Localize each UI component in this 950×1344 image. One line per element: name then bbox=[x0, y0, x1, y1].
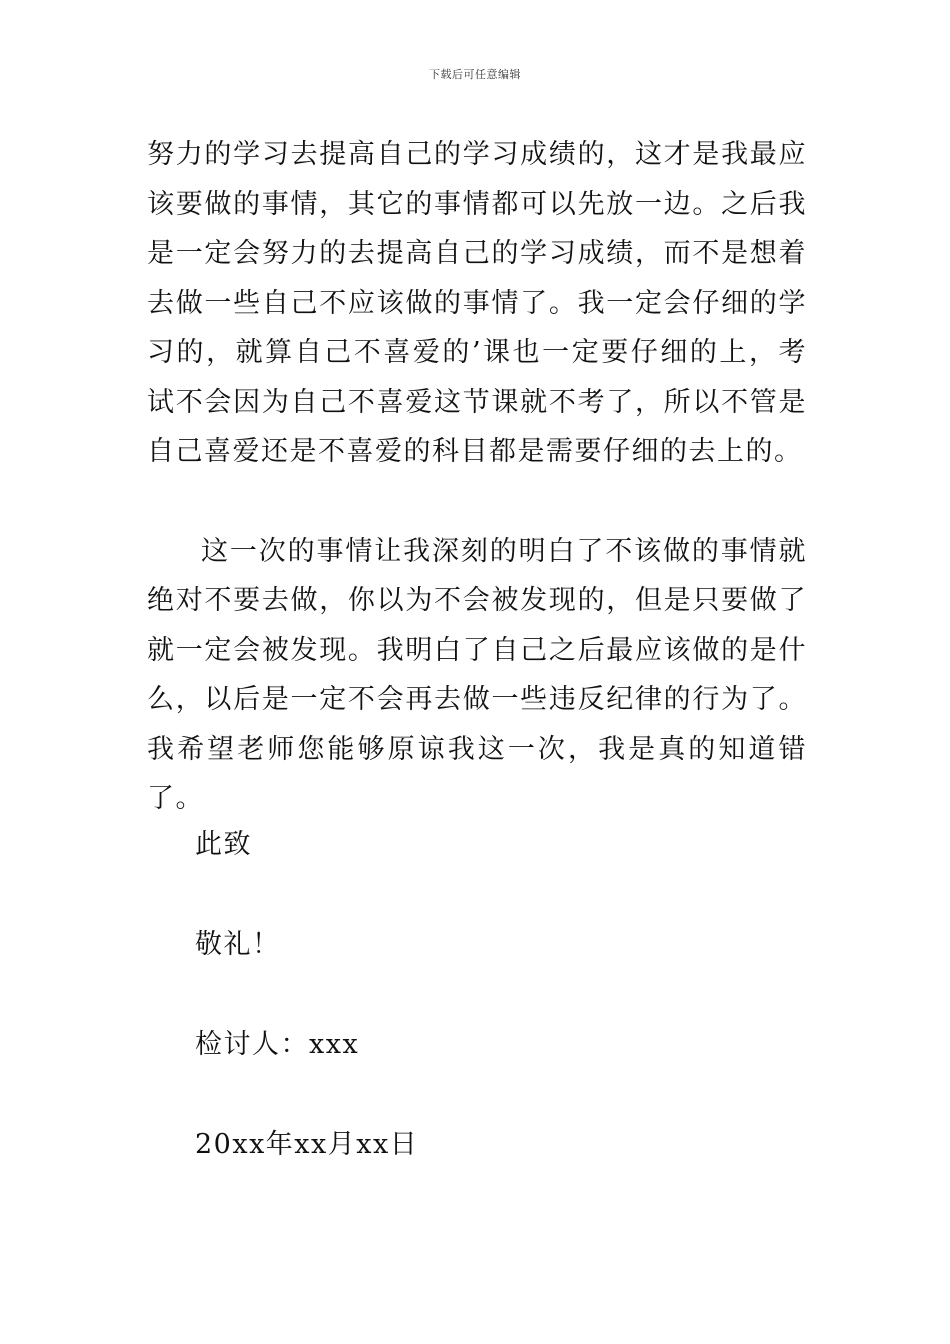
body-paragraph-2: 这一次的事情让我深刻的明白了不该做的事情就绝对不要去做，你以为不会被发现的，但是只要做了就一定会被发现。我明白了自己之后最应该做的是什么，以后是一定不会再去做一些违反纪律的行为了。我希望老师您能够原谅我这一次，我是真的知道错了。 bbox=[147, 535, 807, 814]
date-line: 20xx年xx月xx日 bbox=[195, 1129, 419, 1160]
closing-regards: 敬礼！ bbox=[195, 929, 281, 960]
signer-line: 检讨人：xxx bbox=[195, 1029, 360, 1060]
letter-body bbox=[147, 130, 807, 824]
body-paragraph-1: 努力的学习去提高自己的学习成绩的，这才是我最应该要做的事情，其它的事情都可以先放一边。之后我是一定会努力的去提高自己的学习成绩，而不是想着去做一些自己不应该做的事情了。我一定会仔细的学习的，就算自己不喜爱的’课也一定要仔细的上，考试不会因为自己不喜爱这节课就不考了，所以不管是自己喜爱还是不喜爱的科目都是需要仔细的去上的。 bbox=[147, 139, 807, 467]
closing-salutation: 此致 bbox=[195, 829, 252, 860]
header-note: 下载后可任意编辑 bbox=[429, 68, 521, 81]
